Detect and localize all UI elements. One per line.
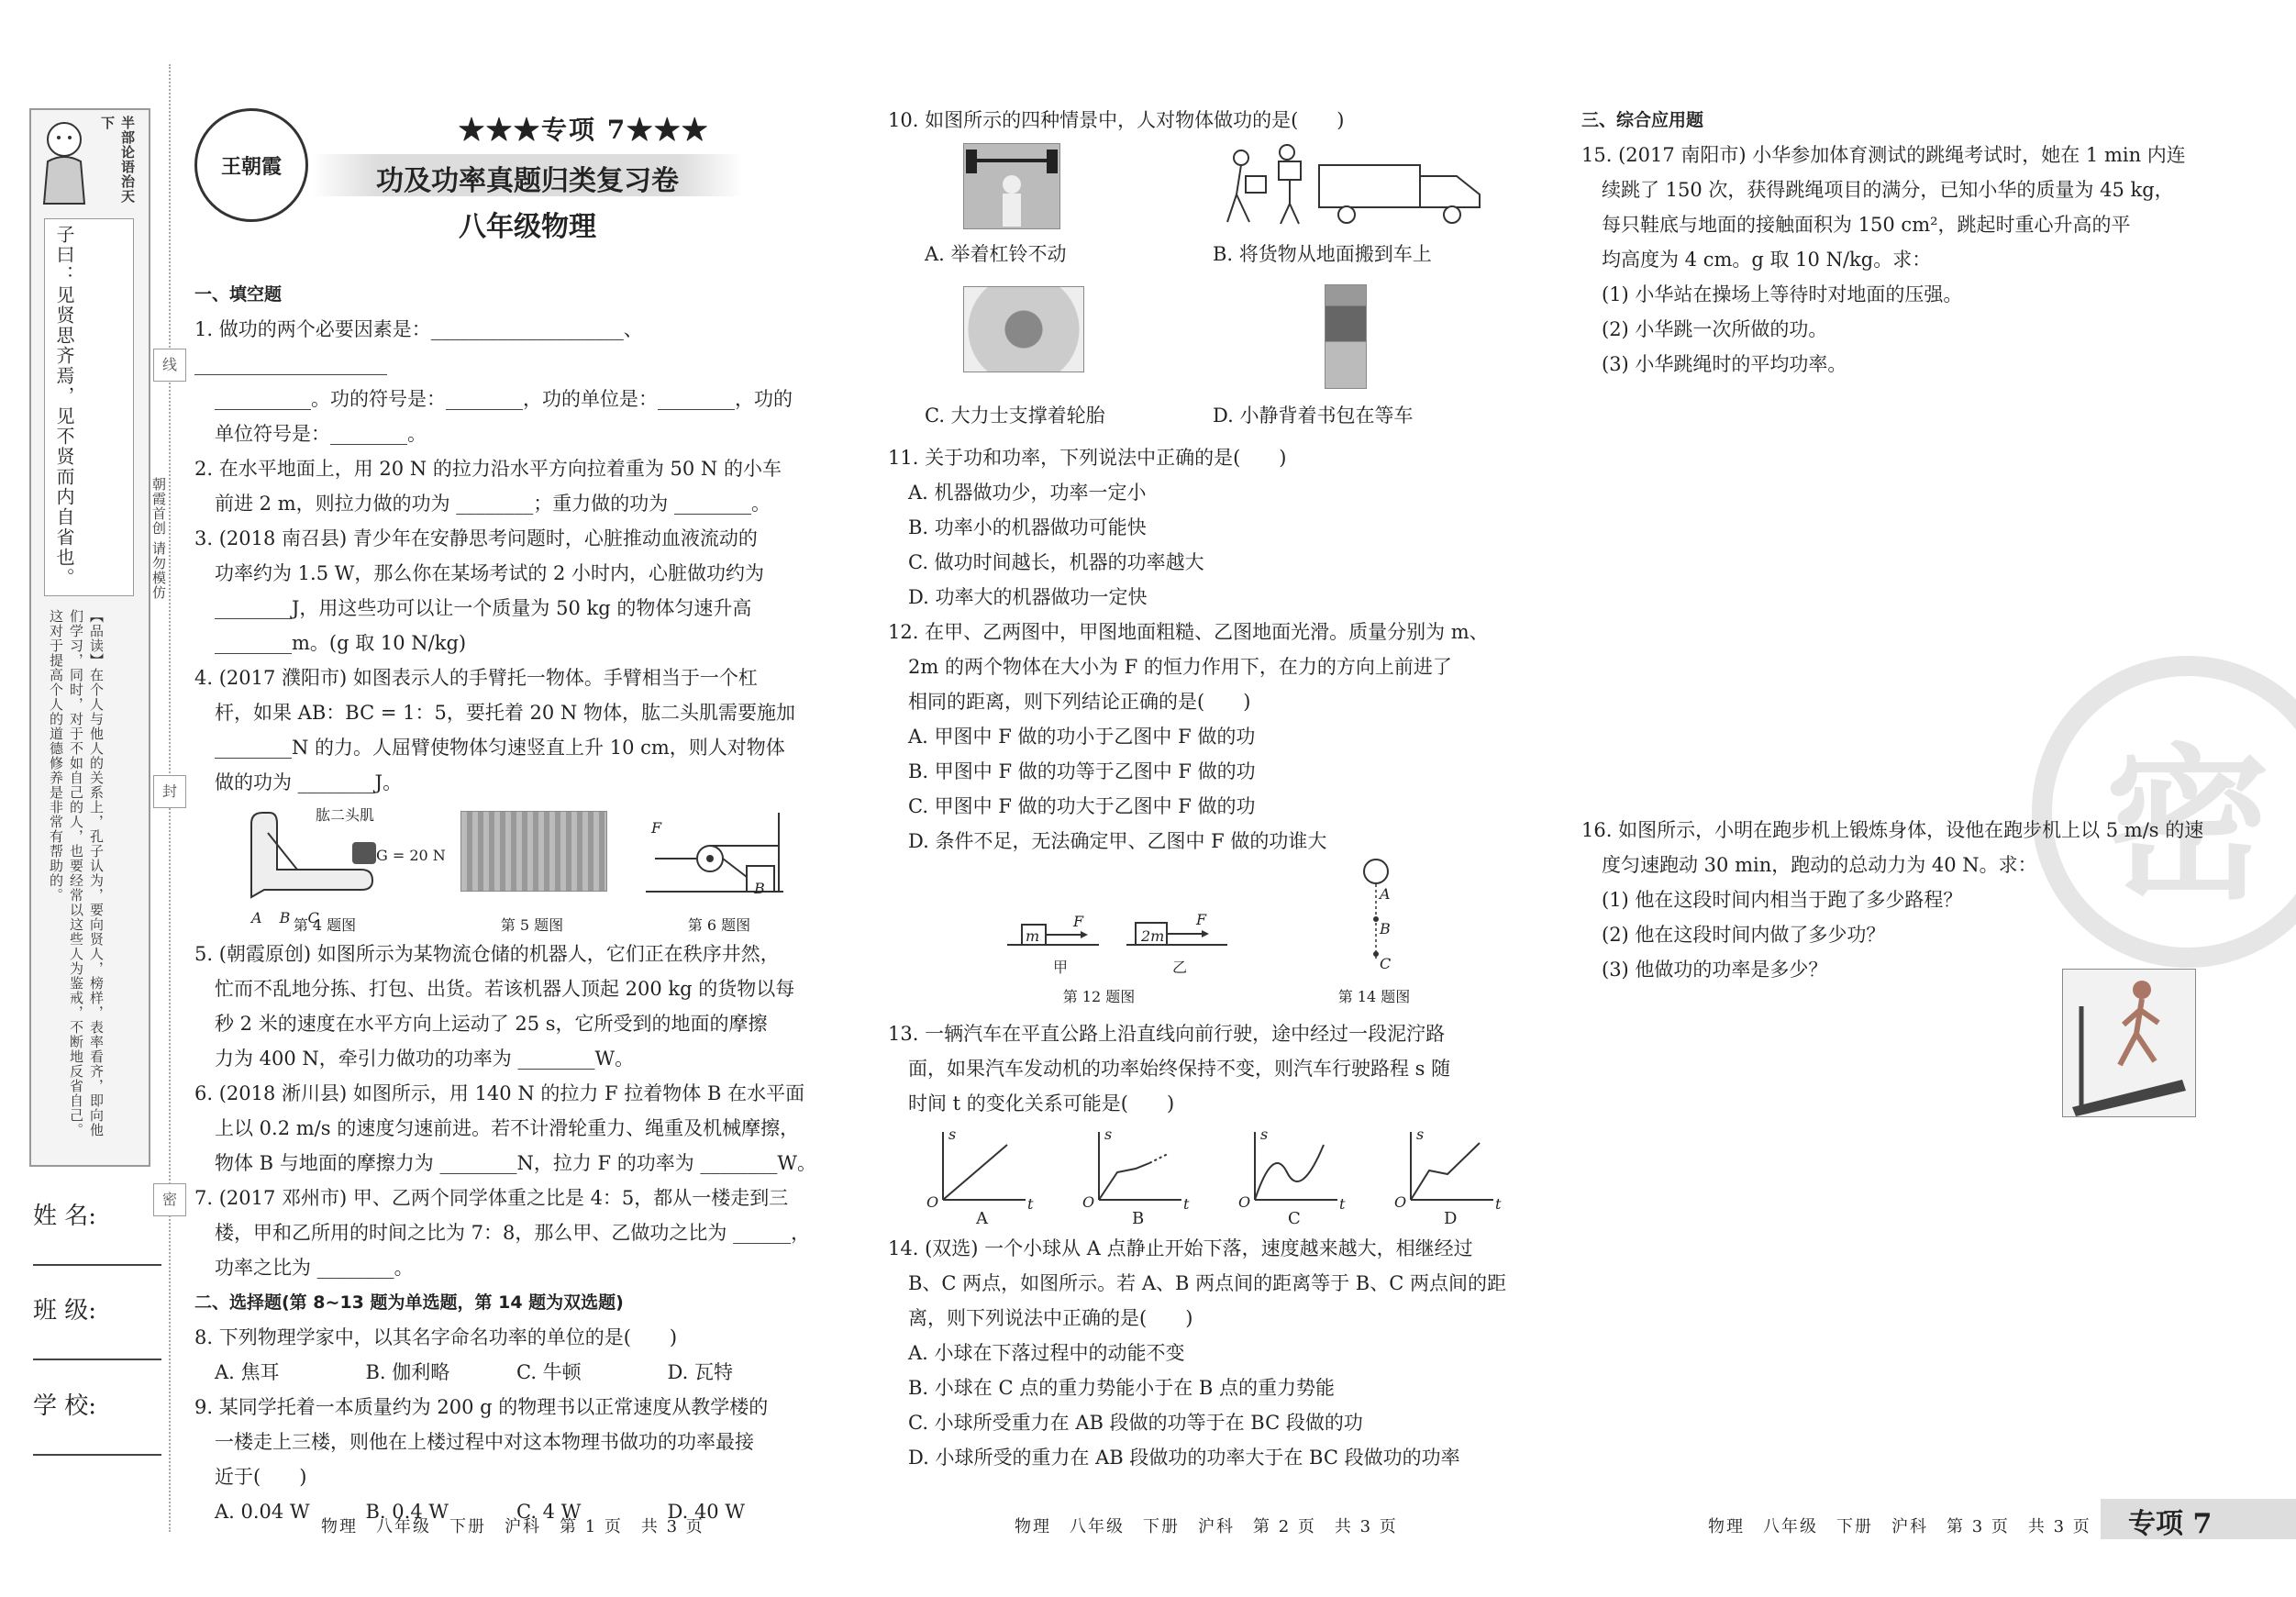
q11-stem: 11. 关于功和功率，下列说法中正确的是( )	[888, 447, 1287, 469]
publisher-logo	[194, 108, 308, 222]
figures-4-6	[215, 804, 818, 937]
q10-option-d[interactable]: D. 小静背着书包在等车	[1213, 405, 1414, 427]
fig14-a-label: A	[1380, 885, 1391, 903]
fig6-caption: 第 6 题图	[687, 916, 751, 934]
q7-line-3: 功率之比为 ________。	[215, 1257, 414, 1279]
section-application: 三、综合应用题	[1581, 110, 1704, 130]
q15-answer-space[interactable]	[1581, 382, 2214, 813]
q16-sub-1: (1) 他在这段时间内相当于跑了多少路程？	[1602, 889, 1963, 911]
q9-line-3: 近于( )	[215, 1466, 307, 1488]
q10-option-b[interactable]: B. 将货物从地面搬到车上	[1213, 243, 1432, 265]
logo-text: 王朝霞	[220, 154, 282, 179]
school-field[interactable]	[33, 1387, 161, 1456]
treadmill-runner-icon	[2063, 970, 2195, 1116]
question-9	[194, 1390, 818, 1529]
q12-option-d[interactable]: D. 条件不足，无法确定甲、乙图中 F 做的功谁大	[908, 830, 1327, 852]
class-line[interactable]	[33, 1359, 161, 1360]
question-2	[194, 451, 818, 521]
question-6	[194, 1076, 818, 1181]
section-choice: 二、选择题(第 8~13 题为单选题，第 14 题为双选题)	[194, 1292, 624, 1313]
column-3	[1581, 103, 2214, 987]
q12-option-a[interactable]: A. 甲图中 F 做的功小于乙图中 F 做的功	[908, 726, 1256, 748]
q14-line-1: 14. (双选) 一个小球从 A 点静止开始下落，速度越来越大，相继经过	[888, 1237, 1473, 1259]
graph-b-origin: O	[1082, 1193, 1095, 1211]
q14-option-c[interactable]: C. 小球所受重力在 AB 段做的功等于在 BC 段做的功	[908, 1412, 1363, 1434]
page-title: 功及功率真题归类复习卷	[376, 165, 679, 197]
q4-line-3: ________N 的力。人屈臂使物体匀速竖直上升 10 cm，则人对物体	[215, 737, 785, 759]
q5-line-3: 秒 2 米的速度在水平方向上运动了 25 s，它所受到的地面的摩擦	[215, 1013, 768, 1035]
q9-option-b[interactable]: B. 0.4 W	[365, 1501, 449, 1523]
q8-option-b[interactable]: B. 伽利略	[365, 1361, 450, 1383]
q16-sub-3: (3) 他做功的功率是多少？	[1602, 959, 1828, 981]
graph-a-label[interactable]: A	[976, 1209, 988, 1228]
footer-page-3: 物理 八年级 下册 沪科 第 3 页 共 3 页	[1708, 1517, 2091, 1536]
confucius-figure-icon	[37, 116, 92, 207]
q2-line-1: 2. 在水平地面上，用 20 N 的拉力沿水平方向拉着重为 50 N 的小车	[194, 458, 782, 480]
q14-line-2: B、C 两点，如图所示。若 A、B 两点间的距离等于 B、C 两点间的距	[908, 1272, 1506, 1294]
q3-line-3: ________J，用这些功可以让一个质量为 50 kg 的物体匀速升高	[215, 597, 752, 619]
graph-c-s: s	[1260, 1126, 1269, 1143]
q2-line-2: 前进 2 m，则拉力做的功为 ________；重力做的功为 ________。	[215, 493, 771, 515]
graph-c-t: t	[1339, 1195, 1346, 1213]
blocks-figure	[1007, 906, 1227, 961]
graph-d-origin: O	[1394, 1193, 1407, 1211]
q14-option-b[interactable]: B. 小球在 C 点的重力势能小于在 B 点的重力势能	[908, 1377, 1335, 1399]
q5-line-4: 力为 400 N，牵引力做功的功率为 ________W。	[215, 1048, 635, 1070]
series-label: ★★★专项 7★★★	[459, 115, 710, 145]
q9-option-a[interactable]: A. 0.04 W	[215, 1501, 310, 1523]
q6-line-1: 6. (2018 淅川县) 如图所示，用 140 N 的拉力 F 拉着物体 B 在水平面	[194, 1082, 805, 1104]
q1-line-3: 单位符号是：________。	[215, 423, 427, 445]
q7-line-1: 7. (2017 邓州市) 甲、乙两个同学体重之比是 4：5，都从一楼走到三	[194, 1187, 789, 1209]
badge-text: 半部论语治天下	[99, 116, 136, 204]
question-5	[194, 937, 818, 1076]
graph-b-s: s	[1104, 1126, 1113, 1143]
fig4-weight-label: G = 20 N	[376, 847, 446, 864]
watermark-char: 密	[2104, 728, 2270, 922]
confucius-badge	[37, 116, 143, 216]
carrying-goods-figure	[1218, 139, 1493, 231]
class-label: 班 级:	[33, 1297, 97, 1325]
q12-line-3: 相同的距离，则下列结论正确的是( )	[908, 691, 1251, 713]
name-line[interactable]	[33, 1264, 161, 1266]
column-1	[194, 277, 818, 1529]
q4-line-2: 杆，如果 AB：BC = 1：5，要托着 20 N 物体，肱二头肌需要施加	[215, 702, 795, 724]
question-8	[194, 1320, 818, 1390]
column-2	[888, 103, 1512, 1475]
seal-char-1: 线	[153, 349, 186, 382]
q11-option-d[interactable]: D. 功率大的机器做功一定快	[908, 586, 1148, 608]
q6-line-2: 上以 0.2 m/s 的速度匀速前进。若不计滑轮重力、绳重及机械摩擦，	[215, 1117, 800, 1139]
q4-line-4: 做的功为 ________J。	[215, 771, 403, 793]
q11-option-c[interactable]: C. 做功时间越长，机器的功率越大	[908, 551, 1204, 573]
q13-line-3: 时间 t 的变化关系可能是( )	[908, 1092, 1175, 1115]
question-3	[194, 521, 818, 660]
graph-d-s: s	[1416, 1126, 1425, 1143]
q15-line-3: 每只鞋底与地面的接触面积为 150 cm²，跳起时重心升高的平	[1602, 214, 2131, 236]
q13-line-1: 13. 一辆汽车在平直公路上沿直线向前行驶，途中经过一段泥泞路	[888, 1023, 1446, 1045]
fig4-points-label: A B C	[251, 909, 319, 926]
q3-line-1: 3. (2018 南召县) 青少年在安静思考问题时，心脏推动血液流动的	[194, 527, 758, 549]
q15-sub-2: (2) 小华跳一次所做的功。	[1602, 318, 1828, 340]
robot-warehouse-photo	[460, 811, 607, 892]
q15-line-2: 续跳了 150 次，获得跳绳项目的满分，已知小华的质量为 45 kg，	[1602, 179, 2174, 201]
q5-line-1: 5. (朝霞原创) 如图所示为某物流仓储的机器人，它们正在秩序井然，	[194, 943, 780, 965]
question-1	[194, 312, 818, 451]
school-line[interactable]	[33, 1454, 161, 1456]
q13-graphs	[888, 1121, 1512, 1231]
q1-line-2: __________。功的符号是：________，功的单位是：________，功的	[215, 388, 793, 410]
graph-a-t: t	[1027, 1195, 1034, 1213]
q4-line-1: 4. (2017 濮阳市) 如图表示人的手臂托一物体。手臂相当于一个杠	[194, 667, 758, 689]
q14-option-d[interactable]: D. 小球所受的重力在 AB 段做功的功率大于在 BC 段做功的功率	[908, 1447, 1460, 1469]
graph-c-origin: O	[1238, 1193, 1251, 1211]
q12-option-c[interactable]: C. 甲图中 F 做的功大于乙图中 F 做的功	[908, 795, 1256, 817]
fig5-caption: 第 5 题图	[500, 916, 564, 934]
q9-line-1: 9. 某同学托着一本质量约为 200 g 的物理书以正常速度从教学楼的	[194, 1396, 769, 1418]
fig12-caption: 第 12 题图	[1062, 988, 1136, 1005]
question-7	[194, 1181, 818, 1285]
fig4-caption: 第 4 题图	[293, 916, 357, 934]
q11-option-a[interactable]: A. 机器做功少，功率一定小	[908, 482, 1147, 504]
q1-line-1: 1. 做功的两个必要因素是：____________________、____________________	[194, 318, 643, 375]
graph-a-origin: O	[926, 1193, 939, 1211]
fig14-c-label: C	[1380, 955, 1392, 972]
fig6-b-label: B	[754, 880, 765, 897]
comment-text: 【品读】在个人与他人的关系上，孔子认为，要向贤人，榜样，表率看齐，即向他们学习，同时，对于不如自己的人，也要经常以这些人为鉴戒，不断地反省自己。这对于提高个人的道德修养是非常有帮助的。	[48, 609, 105, 1137]
q9-line-2: 一楼走上三楼，则他在上楼过程中对这本物理书做功的功率最接	[215, 1431, 754, 1453]
tire-photo	[963, 286, 1084, 372]
q11-option-b[interactable]: B. 功率小的机器做功可能快	[908, 516, 1147, 538]
class-field[interactable]	[33, 1292, 161, 1360]
footer-page-1: 物理 八年级 下册 沪科 第 1 页 共 3 页	[321, 1517, 704, 1536]
school-label: 学 校:	[33, 1392, 97, 1420]
q12-option-b[interactable]: B. 甲图中 F 做的功等于乙图中 F 做的功	[908, 760, 1256, 782]
q8-option-c[interactable]: C. 牛顿	[516, 1361, 582, 1383]
q8-option-a[interactable]: A. 焦耳	[215, 1361, 280, 1383]
q10-stem: 10. 如图所示的四种情景中，人对物体做功的是( )	[888, 109, 1345, 131]
fig12-yi-label: 乙	[1172, 959, 1188, 976]
footer-page-2: 物理 八年级 下册 沪科 第 2 页 共 3 页	[1015, 1517, 1398, 1536]
name-field[interactable]	[33, 1197, 161, 1266]
graph-a-s: s	[948, 1126, 957, 1143]
q16-line-1: 16. 如图所示，小明在跑步机上锻炼身体，设他在跑步机上以 5 m/s 的速	[1581, 819, 2204, 841]
graph-b-label[interactable]: B	[1132, 1209, 1145, 1228]
graph-c-label[interactable]: C	[1288, 1209, 1301, 1228]
fig14-caption: 第 14 题图	[1337, 988, 1411, 1005]
q13-line-2: 面，如果汽车发动机的功率始终保持不变，则汽车行驶路程 s 随	[908, 1058, 1451, 1080]
fig12-2m-label: 2m	[1141, 927, 1165, 945]
st-graphs	[925, 1126, 1530, 1218]
graph-d-label[interactable]: D	[1444, 1209, 1458, 1228]
q16-sub-2: (2) 他在这段时间内做了多少功？	[1602, 924, 1886, 946]
barbell-icon	[964, 144, 1059, 228]
q15-line-4: 均高度为 4 cm。g 取 10 N/kg。求：	[1602, 249, 1932, 271]
section-fill-blank: 一、填空题	[194, 284, 283, 305]
fig6-f-label: F	[651, 819, 662, 837]
fig12-m-label: m	[1026, 927, 1040, 945]
q10-option-c[interactable]: C. 大力士支撑着轮胎	[925, 405, 1105, 427]
confucius-quote: 子曰：见贤思齐焉，见不贤而内自省也。	[53, 225, 75, 588]
name-label: 姓 名:	[33, 1203, 97, 1230]
q10-option-a[interactable]: A. 举着杠铃不动	[925, 243, 1067, 265]
q3-line-2: 功率约为 1.5 W，那么你在某场考试的 2 小时内，心脏做功约为	[215, 562, 765, 584]
q15-line-1: 15. (2017 南阳市) 小华参加体育测试的跳绳考试时，她在 1 min 内连	[1581, 144, 2186, 166]
quote-box	[44, 218, 134, 596]
treadmill-photo	[2062, 969, 2196, 1117]
copyright-note: 朝霞首创 请勿模仿	[150, 477, 167, 600]
q10-figures	[888, 138, 1512, 440]
q14-line-3: 离，则下列说法中正确的是( )	[908, 1307, 1193, 1329]
q6-line-3: 物体 B 与地面的摩擦力为 ________N，拉力 F 的功率为 ________W。	[215, 1152, 817, 1174]
q8-stem: 8. 下列物理学家中，以其名字命名功率的单位的是( )	[194, 1326, 678, 1348]
q9-option-d[interactable]: D. 40 W	[667, 1501, 745, 1523]
figures-12-14	[888, 859, 1512, 1016]
seal-char-2: 封	[153, 775, 186, 808]
grade-subtitle: 八年级物理	[459, 211, 596, 243]
q12-line-1: 12. 在甲、乙两图中，甲图地面粗糙、乙图地面光滑。质量分别为 m、	[888, 621, 1489, 643]
comment-box	[44, 605, 132, 1156]
fig14-point-labels	[1380, 877, 1391, 981]
seal-char-3: 密	[153, 1183, 186, 1216]
q15-sub-3: (3) 小华跳绳时的平均功率。	[1602, 353, 1847, 375]
fig4-muscle-label: 肱二头肌	[316, 806, 375, 824]
fig12-f-label-2: F	[1196, 911, 1207, 928]
q14-option-a[interactable]: A. 小球在下落过程中的动能不变	[908, 1342, 1185, 1364]
corner-label: 专项 7	[2128, 1508, 2213, 1540]
fig14-b-label: B	[1380, 920, 1391, 937]
graph-d-t: t	[1495, 1195, 1502, 1213]
q15-sub-1: (1) 小华站在操场上等待时对地面的压强。	[1602, 283, 1963, 305]
q3-line-4: ________m。(g 取 10 N/kg)	[215, 632, 467, 654]
fig12-jia-label: 甲	[1053, 959, 1069, 976]
graph-b-t: t	[1183, 1195, 1190, 1213]
q8-options	[194, 1355, 818, 1390]
q7-line-2: 楼，甲和乙所用的时间之比为 7：8，那么甲、乙做功之比为 ______，	[215, 1222, 811, 1244]
fig12-f-label-1: F	[1073, 913, 1084, 930]
q12-line-2: 2m 的两个物体在大小为 F 的恒力作用下，在力的方向上前进了	[908, 656, 1452, 678]
q9-option-c[interactable]: C. 4 W	[516, 1501, 582, 1523]
backpack-girl-photo	[1325, 284, 1367, 389]
q8-option-d[interactable]: D. 瓦特	[667, 1361, 733, 1383]
weightlifter-photo	[963, 143, 1060, 229]
q16-line-2: 度匀速跑动 30 min，跑动的总动力为 40 N。求：	[1602, 854, 2037, 876]
side-panel	[29, 108, 150, 1167]
question-4	[194, 660, 818, 800]
q5-line-2: 忙而不乱地分拣、打包、出货。若该机器人顶起 200 kg 的货物以每	[215, 978, 795, 1000]
